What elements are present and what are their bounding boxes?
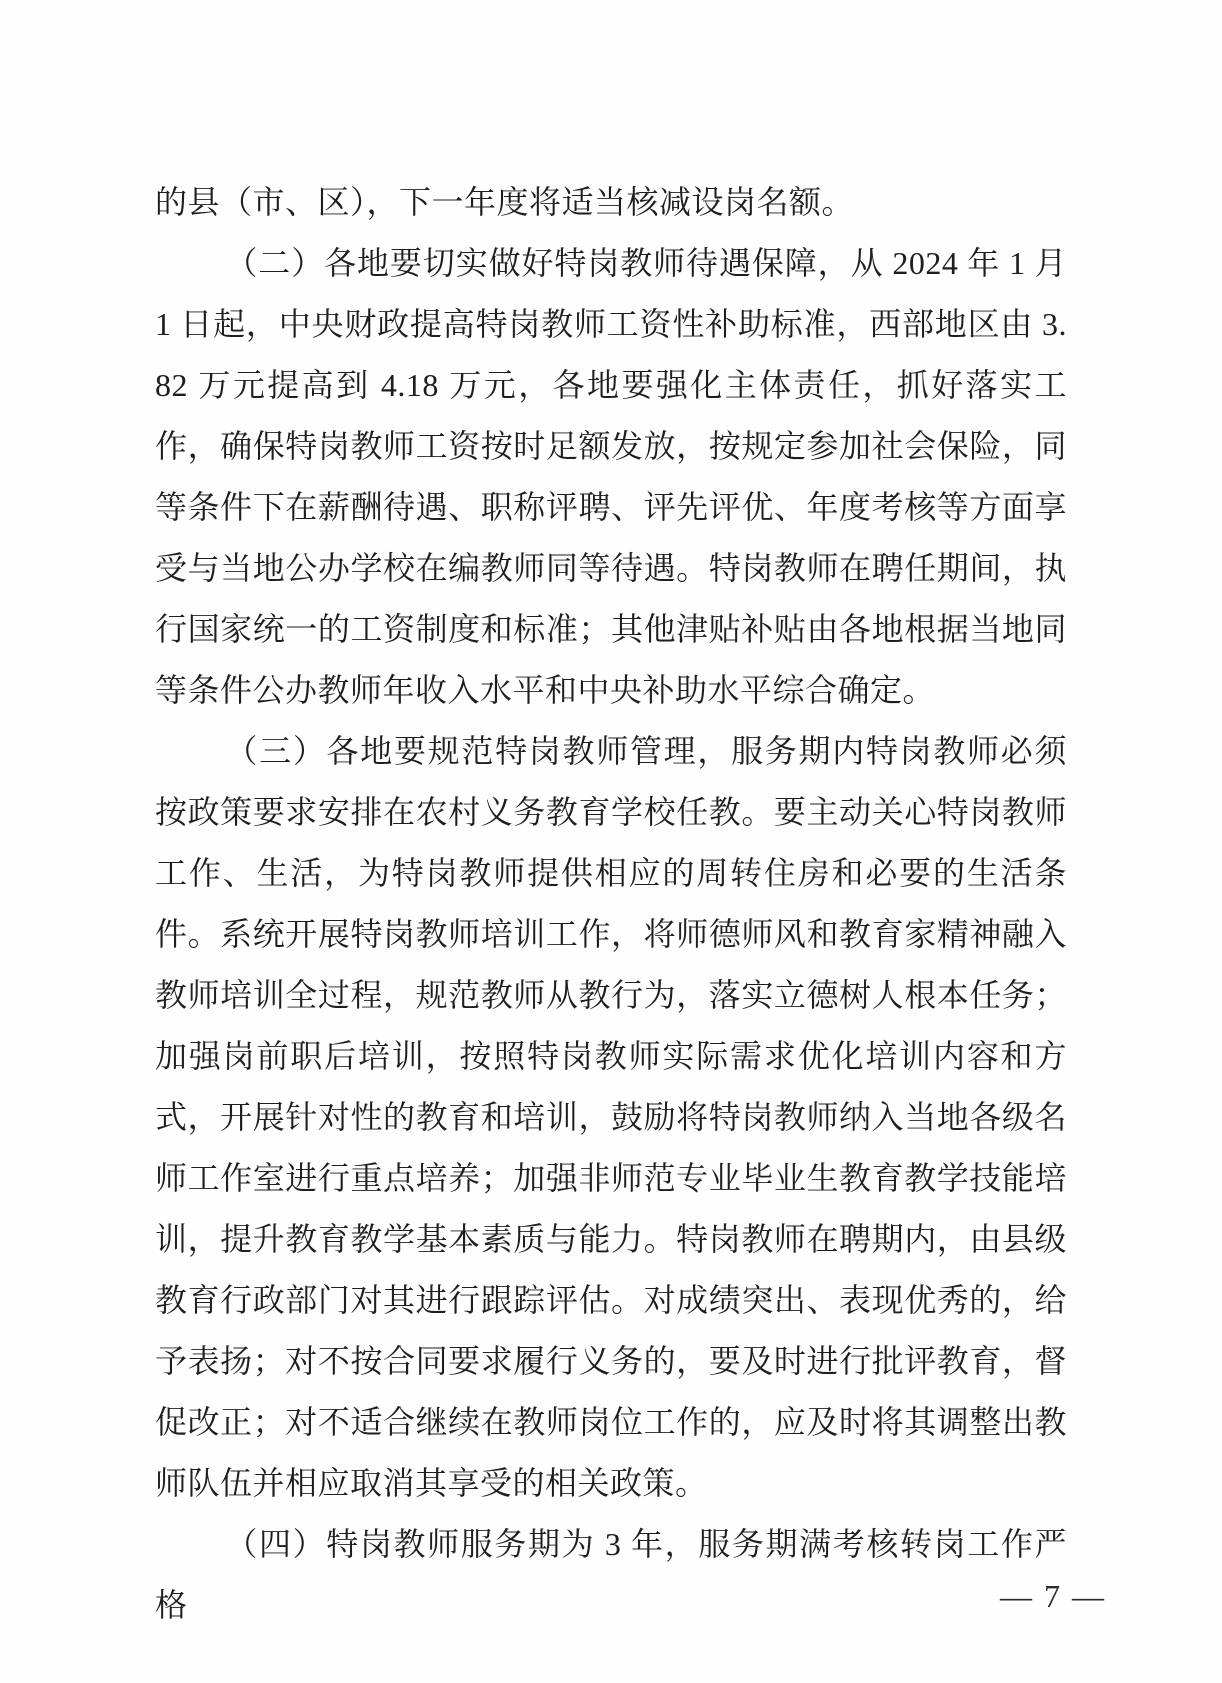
document-body [155, 172, 1067, 1636]
page-footer [1000, 1578, 1106, 1615]
paragraph-item-4: （四）特岗教师服务期为 3 年，服务期满考核转岗工作严格 [155, 1526, 1067, 1623]
paragraph-item-2: （二）各地要切实做好特岗教师待遇保障，从 2024 年 1 月 1 日起，中央财政提高特岗教师工资性补助标准，西部地区由 3.82 万元提高到 4.18 万元，各地要强化主体责任，抓好落实工作，确保特岗教师工资按时足额发放，按规定参加社会保险，同等条件下在薪酬待遇、职称评聘、评先评优、年度考核等方面享受与当地公办学校在编教师同等待遇。特岗教师在聘任期间，执行国家统一的工资制度和标准；其他津贴补贴由各地根据当地同等条件公办教师年收入水平和中央补助水平综合确定。 [155, 245, 1067, 708]
paragraph-item-3: （三）各地要规范特岗教师管理，服务期内特岗教师必须按政策要求安排在农村义务教育学校任教。要主动关心特岗教师工作、生活，为特岗教师提供相应的周转住房和必要的生活条件。系统开展特岗教师培训工作，将师德师风和教育家精神融入教师培训全过程，规范教师从教行为，落实立德树人根本任务；加强岗前职后培训，按照特岗教师实际需求优化培训内容和方式，开展针对性的教育和培训，鼓励将特岗教师纳入当地各级名师工作室进行重点培养；加强非师范专业毕业生教育教学技能培训，提升教育教学基本素质与能力。特岗教师在聘期内，由县级教育行政部门对其进行跟踪评估。对成绩突出、表现优秀的，给予表扬；对不按合同要求履行义务的，要及时进行批评教育，督促改正；对不适合继续在教师岗位工作的，应及时将其调整出教师队伍并相应取消其享受的相关政策。 [155, 733, 1067, 1501]
page-number: — 7 — [1000, 1578, 1106, 1614]
paragraph-continuation: 的县（市、区），下一年度将适当核减设岗名额。 [155, 184, 855, 220]
